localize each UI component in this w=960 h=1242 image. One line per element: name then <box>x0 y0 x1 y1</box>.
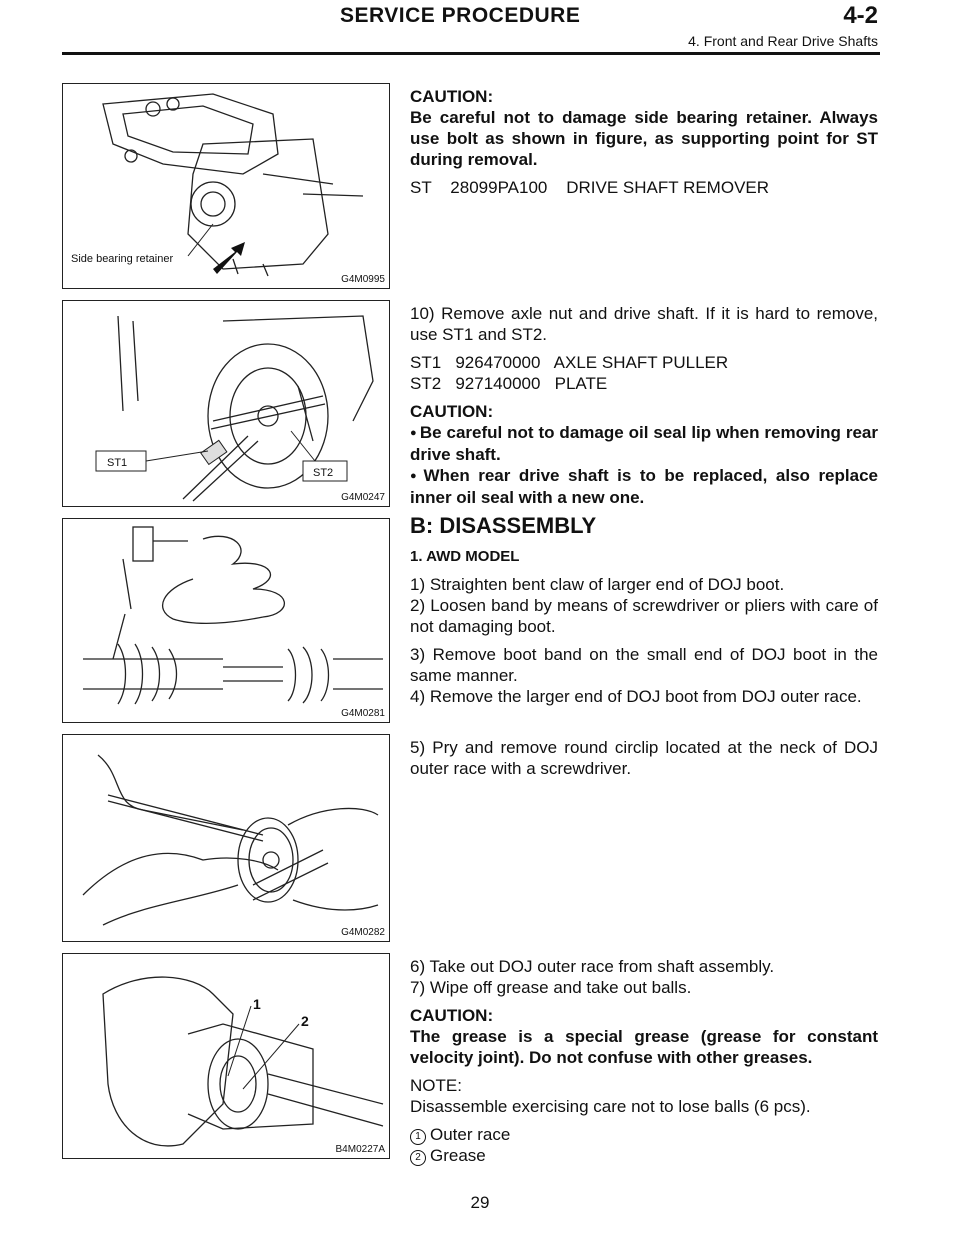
note-label: NOTE: <box>410 1076 462 1095</box>
header-rule <box>62 52 880 55</box>
step-5: 5) Pry and remove round circlip located at the neck of DOJ outer race with a screwdriver. <box>410 738 878 778</box>
boot-band-illustration <box>63 519 389 722</box>
figure-code: G4M0282 <box>341 927 385 938</box>
figure-circlip-removal <box>62 734 390 942</box>
tool-line-st1: ST1 926470000 AXLE SHAFT PULLER <box>410 353 729 372</box>
caution-text: The grease is a special grease (grease for constant velocity joint). Do not confuse with other greases. <box>410 1027 878 1067</box>
legend-text-2: Grease <box>430 1146 486 1165</box>
figure-label-st2: ST2 <box>313 467 334 479</box>
tool-line: ST 28099PA100 DRIVE SHAFT REMOVER <box>410 178 770 197</box>
step-3: 3) Remove boot band on the small end of DOJ boot in the same manner. <box>410 645 878 685</box>
figure-code: B4M0227A <box>335 1144 385 1155</box>
caution-bullet-1: ● Be careful not to damage oil seal lip when removing rear drive shaft. <box>410 422 878 465</box>
caution-text: Be careful not to damage side bearing retainer. Always use bolt as shown in figure, as supporting point for ST during removal. <box>410 108 878 169</box>
figure-label-st1: ST1 <box>107 457 128 469</box>
figure-code: G4M0995 <box>341 274 385 285</box>
section-heading-disassembly: B: DISASSEMBLY <box>410 513 597 538</box>
step-10: 10) Remove axle nut and drive shaft. If it is hard to remove, use ST1 and ST2. <box>410 304 878 344</box>
page-number: 29 <box>470 1193 490 1212</box>
legend-number-1: 1 <box>410 1129 426 1145</box>
section-outer-race-removal <box>410 956 878 1173</box>
figure-boot-band <box>62 518 390 723</box>
step-7: 7) Wipe off grease and take out balls. <box>410 978 692 997</box>
circlip-illustration <box>63 735 389 941</box>
figure-code: G4M0281 <box>341 708 385 719</box>
differential-illustration <box>63 84 389 288</box>
note-text: Disassemble exercising care not to lose balls (6 pcs). <box>410 1097 811 1116</box>
step-6: 6) Take out DOJ outer race from shaft assembly. <box>410 957 775 976</box>
figure-callout-2: 2 <box>301 1013 309 1029</box>
section-subtitle: 4. Front and Rear Drive Shafts <box>688 33 878 49</box>
legend-number-2: 2 <box>410 1150 426 1166</box>
figure-code: G4M0247 <box>341 492 385 503</box>
figure-differential-removal <box>62 83 390 289</box>
caution-bullet-2: ● When rear drive shaft is to be replaced, also replace inner oil seal with a new one. <box>410 465 878 508</box>
axle-puller-illustration <box>63 301 389 506</box>
caution-label: CAUTION: <box>410 1006 494 1025</box>
figure-axle-puller <box>62 300 390 507</box>
legend-item <box>410 1145 878 1166</box>
section-remove-drive-shaft <box>410 303 878 515</box>
section-circlip <box>410 737 878 786</box>
section-number: 4-2 <box>843 2 878 29</box>
page-header-title: SERVICE PROCEDURE <box>340 4 581 27</box>
figure-callout-1: 1 <box>253 996 261 1012</box>
step-4: 4) Remove the larger end of DOJ boot from DOJ outer race. <box>410 687 862 706</box>
legend-text-1: Outer race <box>430 1125 511 1144</box>
caution-label: CAUTION: <box>410 87 494 106</box>
figure-label-side-bearing-retainer: Side bearing retainer <box>71 253 174 265</box>
step-1: 1) Straighten bent claw of larger end of DOJ boot. <box>410 575 785 594</box>
tool-line-st2: ST2 927140000 PLATE <box>410 374 608 393</box>
section-disassembly <box>410 513 878 714</box>
caution-label: CAUTION: <box>410 402 494 421</box>
figure-outer-race <box>62 953 390 1159</box>
section-caution-retainer <box>410 86 878 205</box>
subheading-awd-model: 1. AWD MODEL <box>410 548 520 565</box>
step-2: 2) Loosen band by means of screwdriver or pliers with care of not damaging boot. <box>410 596 878 636</box>
legend-item <box>410 1124 878 1145</box>
outer-race-illustration <box>63 954 389 1158</box>
